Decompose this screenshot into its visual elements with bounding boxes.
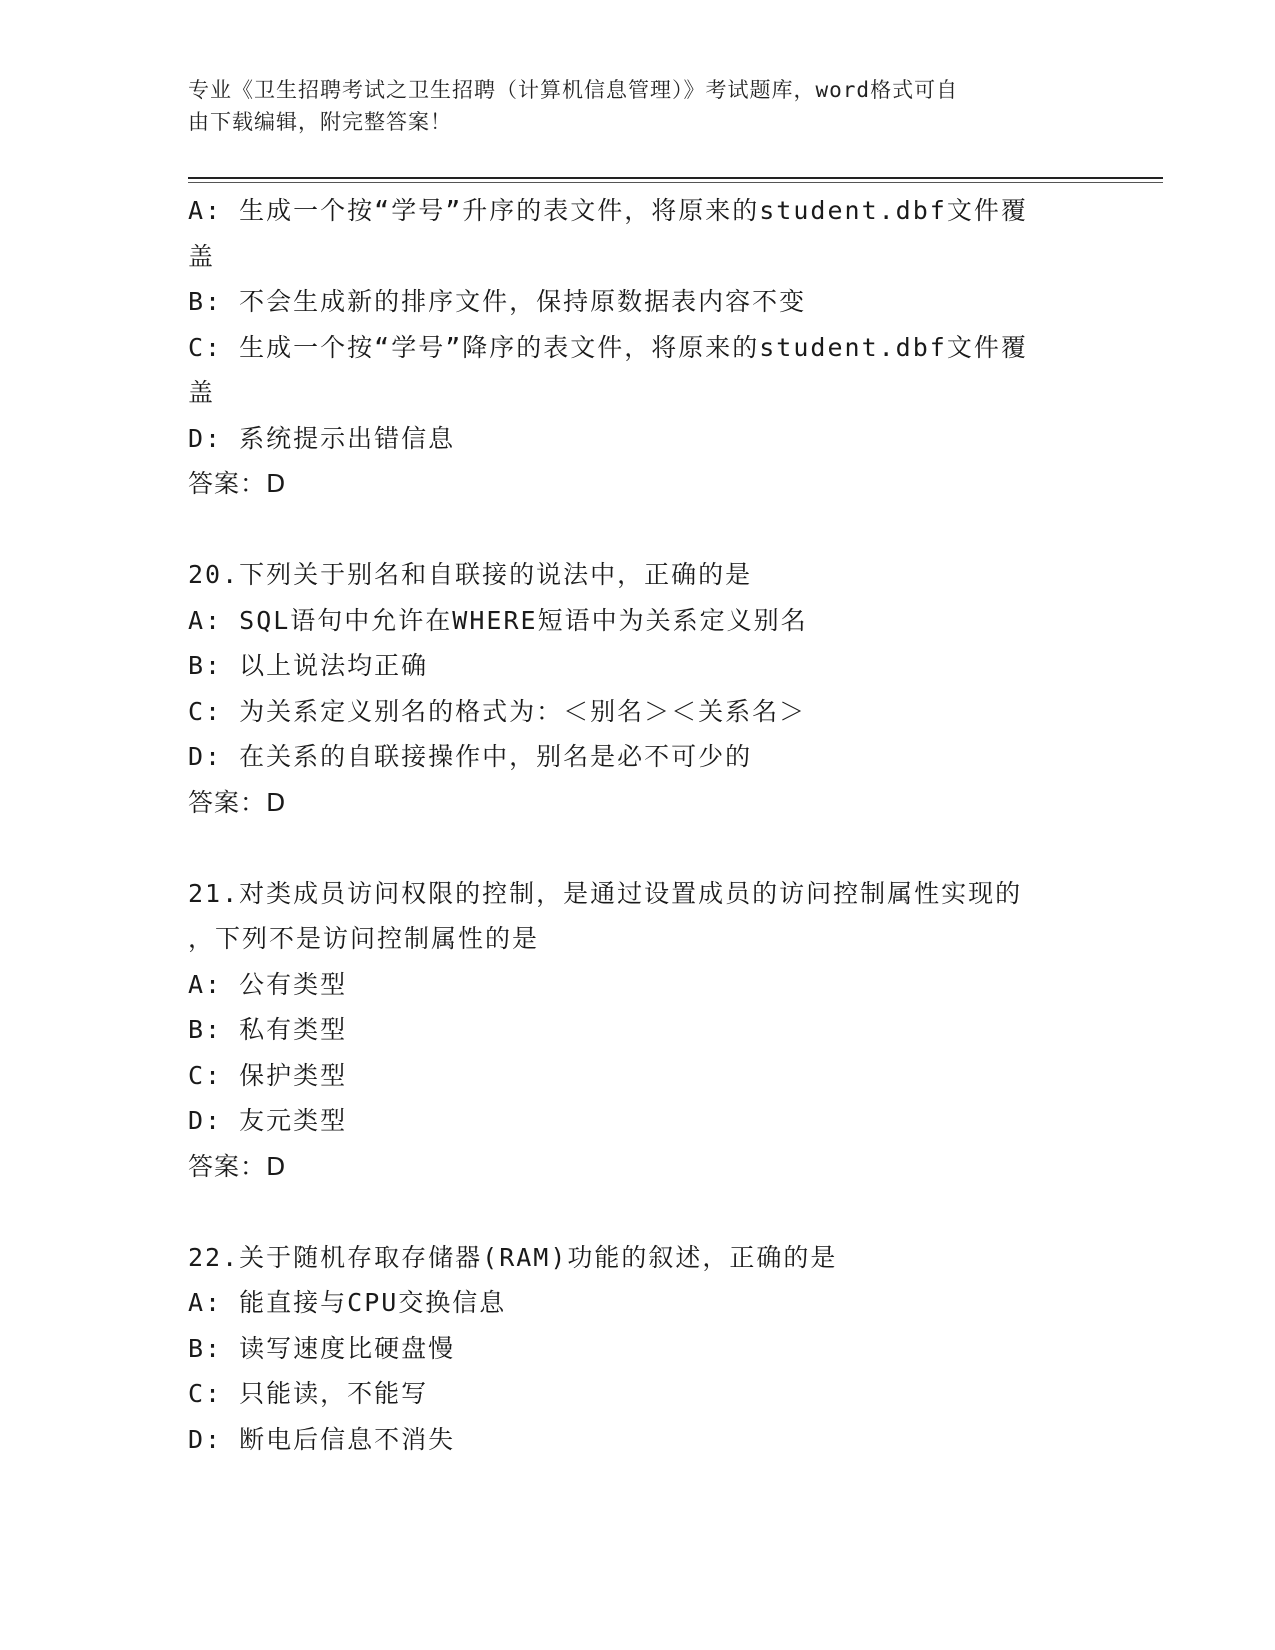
option-a: A: 能直接与CPU交换信息 bbox=[188, 1288, 507, 1317]
option-c: C: 只能读，不能写 bbox=[188, 1379, 429, 1408]
option-a-line-2: 盖 bbox=[188, 241, 216, 271]
question-21-stem-line-2: ，下列不是访问控制属性的是 bbox=[188, 924, 540, 953]
option-b: B: 私有类型 bbox=[188, 1015, 348, 1044]
option-c-line-1: C: 生成一个按“学号”降序的表文件，将原来的student.dbf文件覆 bbox=[188, 332, 1028, 362]
question-22-stem: 22.关于随机存取存储器(RAM)功能的叙述，正确的是 bbox=[188, 1242, 838, 1272]
header-divider-thin bbox=[188, 182, 1163, 183]
question-22 bbox=[188, 1235, 1088, 1463]
answer-21: 答案：D bbox=[188, 1151, 287, 1181]
question-20-stem: 20.下列关于别名和自联接的说法中，正确的是 bbox=[188, 560, 753, 589]
spacer bbox=[188, 1189, 1088, 1235]
spacer bbox=[188, 825, 1088, 871]
option-c: C: 保护类型 bbox=[188, 1060, 348, 1090]
question-20 bbox=[188, 552, 1088, 825]
option-c-line-2: 盖 bbox=[188, 378, 216, 407]
option-d: D: 友元类型 bbox=[188, 1106, 348, 1135]
header-line-1: 专业《卫生招聘考试之卫生招聘（计算机信息管理）》考试题库，word格式可自 bbox=[188, 78, 959, 102]
option-a: A: 公有类型 bbox=[188, 969, 348, 999]
option-d: D: 断电后信息不消失 bbox=[188, 1424, 456, 1454]
question-19-options bbox=[188, 188, 1088, 507]
spacer bbox=[188, 507, 1088, 553]
header-divider-thick bbox=[188, 177, 1163, 179]
question-21 bbox=[188, 871, 1088, 1190]
answer-19: 答案：D bbox=[188, 469, 287, 498]
option-b: B: 不会生成新的排序文件，保持原数据表内容不变 bbox=[188, 287, 807, 316]
question-21-stem-line-1: 21.对类成员访问权限的控制，是通过设置成员的访问控制属性实现的 bbox=[188, 878, 1023, 908]
option-d: D: 系统提示出错信息 bbox=[188, 423, 456, 453]
option-c: C: 为关系定义别名的格式为：＜别名＞＜关系名＞ bbox=[188, 696, 807, 726]
option-b: B: 读写速度比硬盘慢 bbox=[188, 1333, 456, 1363]
option-d: D: 在关系的自联接操作中，别名是必不可少的 bbox=[188, 742, 753, 771]
option-b: B: 以上说法均正确 bbox=[188, 651, 429, 680]
question-content bbox=[188, 188, 1088, 1462]
option-a-line-1: A: 生成一个按“学号”升序的表文件，将原来的student.dbf文件覆 bbox=[188, 196, 1028, 225]
header-line-2: 由下载编辑，附完整答案！ bbox=[188, 110, 452, 134]
answer-20: 答案：D bbox=[188, 787, 287, 817]
option-a: A: SQL语句中允许在WHERE短语中为关系定义别名 bbox=[188, 605, 808, 635]
document-header bbox=[188, 74, 1088, 138]
